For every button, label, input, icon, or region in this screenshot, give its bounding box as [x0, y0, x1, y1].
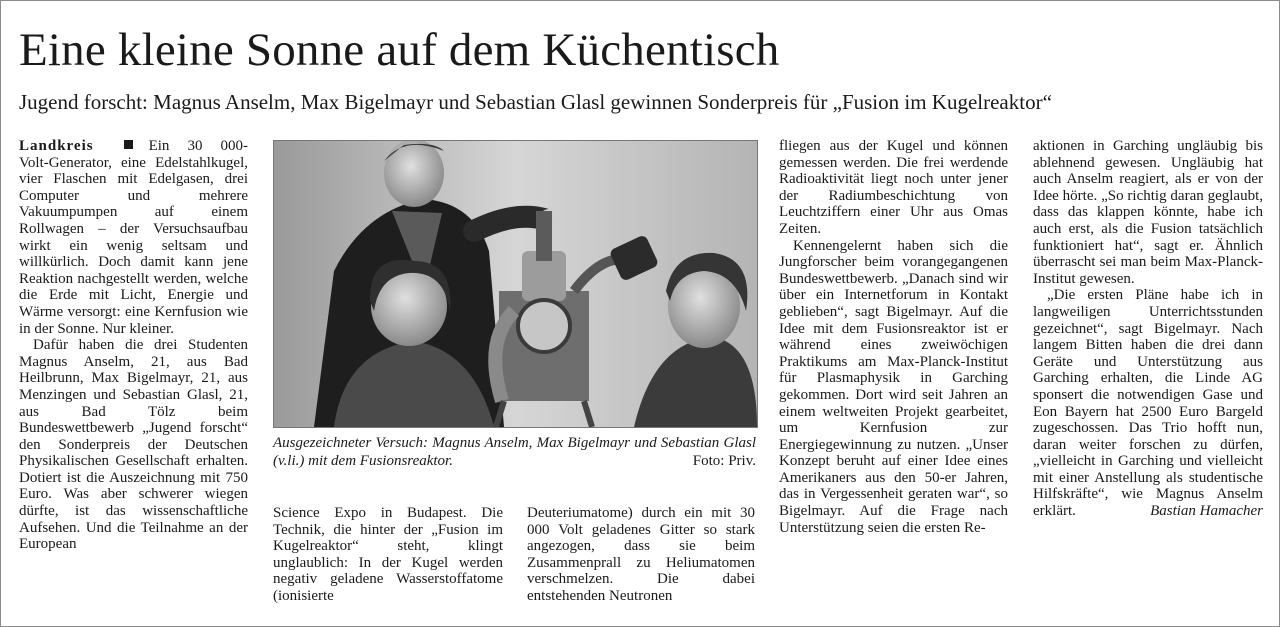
paragraph: Science Expo in Budapest. Die Technik, die hinter der „Fusion im Kugelreaktor“ steht, klingt unglaublich: In der Kugel werden negativ geladene Wasserstoffatome (ionisierte [273, 505, 503, 604]
paragraph [1033, 287, 1263, 519]
headline: Eine kleine Sonne auf dem Küchentisch [19, 24, 780, 76]
paragraph-text: „Die ersten Pläne habe ich in langweiligen Unterrichtsstunden gezeichnet“, sagt Bigelmayr. Nach langem Bitten haben die drei dann Geräte und Unterstützung aus Garching erhalten, die Linde AG sponsert die notwendigen Gase und Eon Bayern hat 2500 Euro Bargeld zugeschossen. Das Trio hofft nun, daran weiter forschen zu dürfen, „vielleicht in Garching und vielleicht mit einer Anstellung als studentische Hilfskräfte“, wie Magnus Anselm erklärt. [1033, 287, 1263, 520]
column-3 [527, 505, 755, 605]
paragraph [19, 138, 248, 337]
column-5 [1033, 138, 1263, 520]
photo-image [274, 141, 757, 427]
photo-credit: Foto: Priv. [692, 453, 756, 469]
paragraph: fliegen aus der Kugel und können gemessen werden. Die frei werdende Radioaktivität liegt noch unter jener der Radiumbeschichtung von Leuchtziffern einer Uhr aus Omas Zeiten. [779, 138, 1008, 237]
dateline-square-icon [124, 140, 133, 149]
paragraph: Deuteriumatome) durch ein mit 30 000 Volt geladenes Gitter so stark angezogen, dass sie beim Zusammenprall zu Heliumatomen verschmelzen. Die dabei entstehenden Neutronen [527, 505, 755, 604]
paragraph: Dafür haben die drei Studenten Magnus Anselm, 21, aus Bad Heilbrunn, Max Bigelmayr, 21, aus Menzingen und Sebastian Glasl, 21, aus Bad Tölz beim Bundeswettbewerb „Jugend forscht“ den Sonderpreis der Deutschen Physikalischen Gesellschaft erhalten. Dotiert ist die Auszeichnung mit 750 Euro. Was aber schwerer wiegen dürfte, ist das wissenschaftliche Aufsehen. Und die Teilnahme an der European [19, 337, 248, 553]
caption-text: Ausgezeichneter Versuch: Magnus Anselm, Max Bigelmayr und Sebastian Glasl (v.li.) mit dem Fusionsreaktor. [273, 435, 756, 469]
article-photo [273, 140, 758, 428]
author-byline: Bastian Hamacher [1150, 503, 1263, 520]
column-1 [19, 138, 248, 553]
column-2 [273, 505, 503, 605]
paragraph: Kennengelernt haben sich die Jungforscher beim vorangegangenen Bundeswettbewerb. „Danach sind wir über ein Internetforum in Kontakt geblieben“, sagt Bigelmayr. Auf die Idee mit dem Fusionsreaktor ist er während eines zweiwöchigen Praktikums am Max-Planck-Institut für Plasmaphysik in Garching gekommen. Dort wird seit Jahren an einem weltweiten Projekt gearbeitet, um Kernfusion zur Energiegewinnung zu nutzen. „Unser Konzept beruht auf einer Idee eines Amerikaners aus den 50-er Jahren, das in Vergessenheit geraten war“, so Bigelmayr. Auf die Frage nach Unterstützung seien die ersten Re- [779, 237, 1008, 536]
paragraph: aktionen in Garching ungläubig bis ablehnend gewesen. Ungläubig hat auch Anselm reagiert, als er von der Idee hörte. „So richtig daran geglaubt, dass das klappen könnte, habe ich auch erst, als die Fusion tatsächlich funktioniert hat“, sagt er. Ähnlich überrascht sei man beim Max-Planck-Institut gewesen. [1033, 138, 1263, 287]
column-4 [779, 138, 1008, 536]
photo-caption [273, 434, 756, 470]
paragraph-text: Ein 30 000-Volt-Generator, eine Edelstahlkugel, vier Flaschen mit Edelgasen, drei Computer und mehrere Vakuumpumpen auf einem Rollwagen – der Versuchsaufbau wirkt ein wenig seltsam und willkürlich. Doch damit kann jene Reaktion nachgestellt werden, welche die Erde mit Licht, Energie und Wärme versorgt: eine Kernfusion wie in der Sonne. Nur kleiner. [19, 138, 248, 337]
subheadline: Jugend forscht: Magnus Anselm, Max Bigelmayr und Sebastian Glasl gewinnen Sonderpreis für „Fusion im Kugelreaktor“ [19, 90, 1052, 114]
dateline: Landkreis [19, 138, 94, 154]
